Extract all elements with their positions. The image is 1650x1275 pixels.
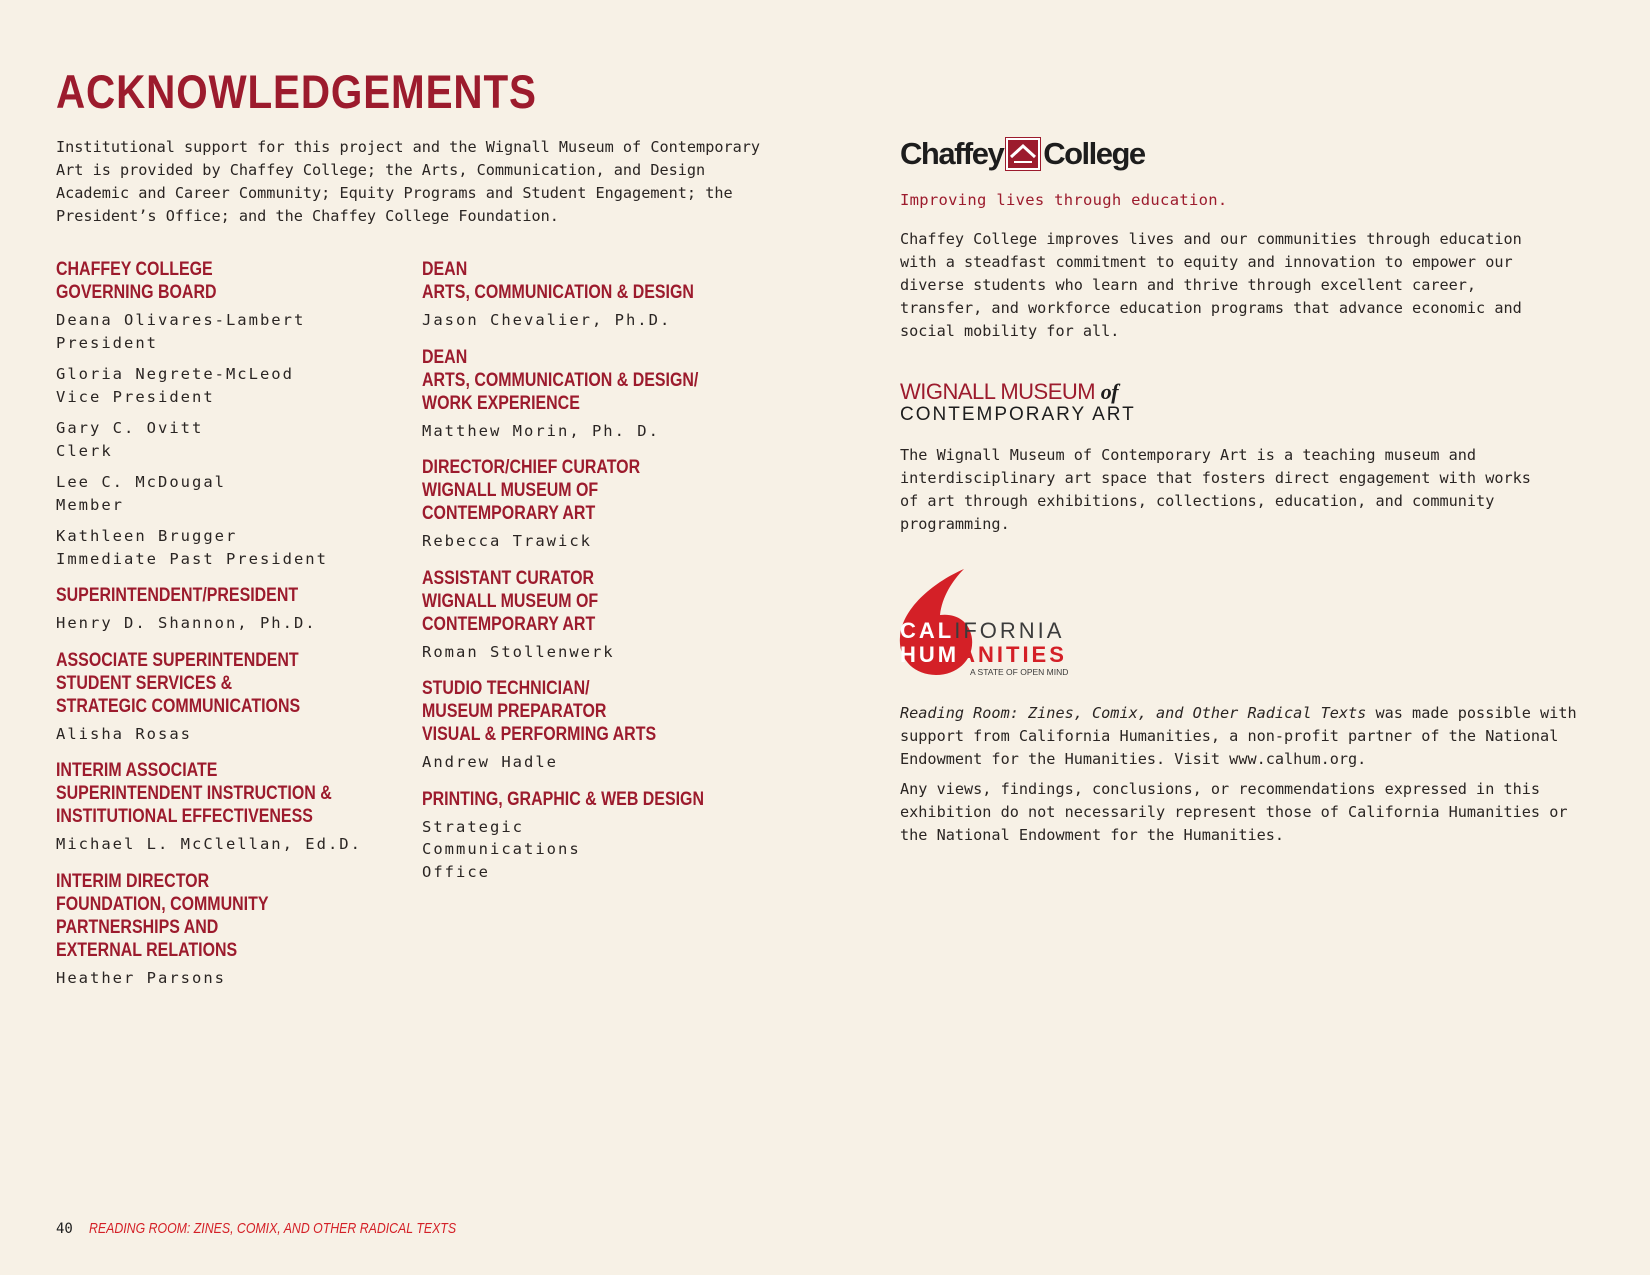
credit-heading: ASSOCIATE SUPERINTENDENT STUDENT SERVICES & STRATEGIC COMMUNICATIONS — [56, 649, 301, 717]
credit-section — [56, 258, 416, 570]
california-humanities-credit — [900, 702, 1590, 771]
credit-entry — [56, 417, 416, 462]
credit-entry — [422, 530, 782, 553]
credit-entry — [422, 751, 782, 774]
person-name: Gary C. Ovitt — [56, 419, 204, 437]
ch-logo-row2 — [900, 642, 1067, 668]
person-name: Kathleen Brugger — [56, 527, 238, 545]
credit-section — [56, 649, 416, 746]
wignall-museum-logo — [900, 380, 1136, 426]
chaffey-logo-word-right: College — [1043, 136, 1145, 171]
ch-logo-row1 — [900, 618, 1064, 644]
person-role: Communications — [422, 840, 581, 858]
credit-section — [422, 456, 782, 553]
wignall-logo-of: of — [1100, 379, 1119, 404]
credit-section — [422, 677, 782, 774]
credits-left-column — [56, 258, 416, 1003]
page-footer — [56, 1221, 521, 1237]
credit-heading: DIRECTOR/CHIEF CURATOR WIGNALL MUSEUM OF CONTEMPORARY ART — [422, 457, 641, 524]
credit-heading: DEAN ARTS, COMMUNICATION & DESIGN/ WORK EXPERIENCE — [422, 346, 699, 414]
page-title: ACKNOWLEDGEMENTS — [56, 65, 537, 118]
credit-entry — [56, 723, 416, 746]
person-name: Gloria Negrete-McLeod — [56, 365, 294, 383]
credits-right-column — [422, 258, 782, 897]
person-name: Michael L. McClellan, Ed.D. — [56, 835, 362, 853]
person-name: Andrew Hadle — [422, 753, 558, 771]
chaffey-tagline: Improving lives through education. — [900, 191, 1228, 209]
disclaimer-paragraph: Any views, findings, conclusions, or recommendations expressed in this exhibition do not necessarily represent those of California Humanities or the National Endowment for the Humanities. — [900, 780, 1568, 844]
wignall-description: The Wignall Museum of Contemporary Art is a teaching museum and interdisciplinary art space that fosters direct engagement with works of art through exhibitions, collections, education, and community programming. — [900, 446, 1531, 533]
credit-section — [56, 870, 416, 990]
person-name: Matthew Morin, Ph. D. — [422, 421, 660, 440]
credit-section — [422, 788, 782, 884]
person-name: Alisha Rosas — [56, 724, 192, 743]
credit-heading: PRINTING, GRAPHIC & WEB DESIGN — [422, 788, 704, 810]
ch-logo-hum: HUM — [900, 642, 960, 667]
wignall-logo-name: WIGNALL MUSEUM — [900, 379, 1096, 404]
credit-heading: INTERIM ASSOCIATE SUPERINTENDENT INSTRUCTION & INSTITUTIONAL EFFECTIVENESS — [56, 760, 332, 827]
person-name: Deana Olivares-Lambert — [56, 311, 306, 329]
credit-text: was made possible with support from California Humanities, a non-profit partner of the National Endowment for the Humanities. Visit www.calhum.org. — [900, 704, 1577, 768]
credit-section — [56, 759, 416, 856]
person-name: Lee C. McDougal — [56, 473, 226, 491]
credit-entry — [56, 309, 416, 354]
person-role: Clerk — [56, 441, 113, 460]
chaffey-college-logo — [900, 136, 1145, 172]
credit-section — [422, 346, 782, 443]
credit-heading: ASSISTANT CURATOR WIGNALL MUSEUM OF CONTEMPORARY ART — [422, 567, 599, 635]
credit-entry — [422, 861, 782, 884]
exhibition-title-italic: Reading Room: Zines, Comix, and Other Radical Texts — [900, 704, 1367, 722]
credit-section — [422, 567, 782, 664]
page-number: 40 — [56, 1221, 73, 1237]
person-role: Member — [56, 495, 124, 514]
credit-entry — [422, 309, 782, 332]
credit-entry — [422, 816, 782, 861]
person-name: Rebecca Trawick — [422, 532, 592, 550]
credit-entry — [56, 471, 416, 516]
person-name: Jason Chevalier, Ph.D. — [422, 311, 672, 329]
publication-title: READING ROOM: ZINES, COMIX, AND OTHER RADICAL TEXTS — [88, 1221, 456, 1237]
california-humanities-logo — [896, 567, 1096, 677]
credit-entry — [56, 833, 416, 856]
credit-heading: SUPERINTENDENT/PRESIDENT — [56, 585, 299, 606]
person-name: Office — [422, 862, 490, 881]
chaffey-logo-word-left: Chaffey — [900, 136, 1004, 171]
credit-entry — [56, 363, 416, 408]
credit-heading: CHAFFEY COLLEGE GOVERNING BOARD — [56, 259, 217, 303]
person-name: Roman Stollenwerk — [422, 642, 615, 661]
person-role: Vice President — [56, 387, 215, 406]
ch-logo-tagline: A STATE OF OPEN MIND — [970, 667, 1069, 677]
person-role: President — [56, 333, 158, 352]
ch-logo-ifornia: IFORNIA — [954, 618, 1065, 643]
credit-entry — [56, 967, 416, 990]
credit-section — [56, 584, 416, 635]
wignall-logo-line2: CONTEMPORARY ART — [900, 404, 1136, 425]
person-name: Henry D. Shannon, Ph.D. — [56, 614, 317, 632]
ch-logo-ities: ITIES — [996, 642, 1067, 667]
person-name: Strategic — [422, 817, 524, 836]
intro-paragraph: Institutional support for this project and the Wignall Museum of Contemporary Art is provided by Chaffey College; the Arts, Communication, and Design Academic and Career Community; Equity Programs and Student Engagement; the President’s Office; and the Chaffey College Foundation. — [56, 138, 761, 225]
credit-entry — [422, 641, 782, 664]
credit-entry — [422, 420, 782, 443]
wignall-logo-line1 — [900, 380, 1136, 404]
chaffey-house-icon — [1005, 137, 1041, 171]
credit-entry — [56, 612, 416, 635]
credit-heading: STUDIO TECHNICIAN/ MUSEUM PREPARATOR VISUAL & PERFORMING ARTS — [422, 678, 657, 745]
ch-logo-cal: CAL — [900, 618, 955, 643]
credit-entry — [56, 525, 416, 570]
credit-section — [422, 258, 782, 332]
chaffey-description: Chaffey College improves lives and our communities through education with a steadfast commitment to equity and innovation to empower our diverse students who learn and thrive through excellent career, transfer, and workforce education programs that advance economic and social mobility for all. — [900, 230, 1522, 340]
ch-logo-an: AN — [959, 642, 997, 667]
person-role: Immediate Past President — [56, 549, 328, 568]
credit-heading: INTERIM DIRECTOR FOUNDATION, COMMUNITY PARTNERSHIPS AND EXTERNAL RELATIONS — [56, 870, 269, 961]
person-name: Heather Parsons — [56, 968, 226, 987]
credit-heading: DEAN ARTS, COMMUNICATION & DESIGN — [422, 259, 694, 303]
